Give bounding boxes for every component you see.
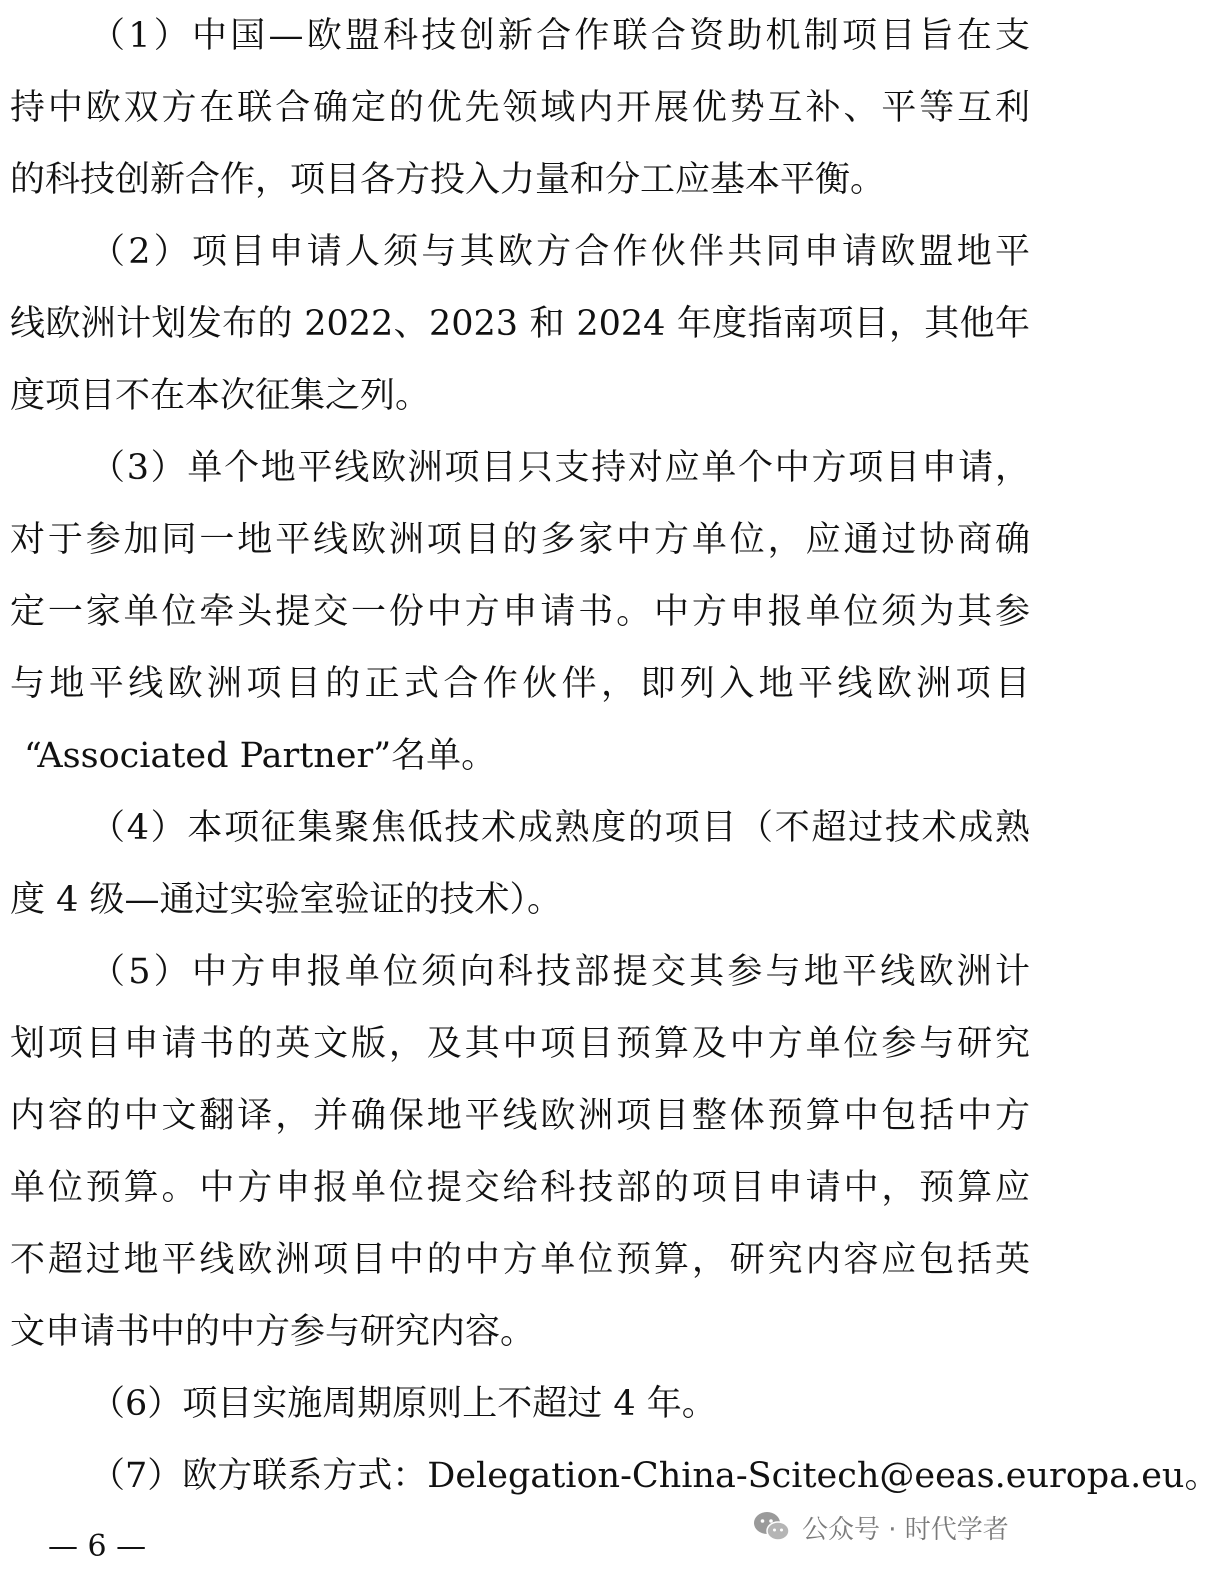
- paragraph-3-line-5: “Associated Partner”名单。: [24, 736, 497, 776]
- watermark: [752, 1505, 1009, 1549]
- paragraph-1-line-2: 持中欧双方在联合确定的优先领域内开展优势互补、平等互利: [10, 88, 1030, 128]
- paragraph-5-line-6: 文申请书中的中方参与研究内容。: [10, 1312, 536, 1352]
- paragraph-4-line-1: （4）本项征集聚焦低技术成熟度的项目（不超过技术成熟: [90, 808, 1030, 848]
- paragraph-2-line-3: 度项目不在本次征集之列。: [10, 376, 431, 416]
- paragraph-3-line-2: 对于参加同一地平线欧洲项目的多家中方单位，应通过协商确: [10, 520, 1030, 560]
- wechat-icon: [752, 1510, 792, 1544]
- paragraph-5-line-2: 划项目申请书的英文版，及其中项目预算及中方单位参与研究: [10, 1024, 1030, 1064]
- paragraph-6-line-1: （6）项目实施周期原则上不超过 4 年。: [90, 1384, 717, 1424]
- paragraph-3-line-1: （3）单个地平线欧洲项目只支持对应单个中方项目申请，: [90, 448, 1030, 488]
- paragraph-5-line-3: 内容的中文翻译，并确保地平线欧洲项目整体预算中包括中方: [10, 1096, 1030, 1136]
- paragraph-4-line-2: 度 4 级—通过实验室验证的技术）。: [10, 880, 563, 920]
- paragraph-2-line-2: 线欧洲计划发布的 2022、2023 和 2024 年度指南项目，其他年: [10, 304, 1030, 344]
- paragraph-1-line-1: （1）中国—欧盟科技创新合作联合资助机制项目旨在支: [90, 16, 1030, 56]
- paragraph-5-line-4: 单位预算。中方申报单位提交给科技部的项目申请中，预算应: [10, 1168, 1030, 1208]
- paragraph-7-line-1: （7）欧方联系方式：Delegation-China-Scitech@eeas.europa.eu。: [90, 1456, 1219, 1496]
- page-number: — 6 —: [48, 1529, 147, 1564]
- paragraph-3-line-4: 与地平线欧洲项目的正式合作伙伴，即列入地平线欧洲项目: [10, 664, 1030, 704]
- paragraph-2-line-1: （2）项目申请人须与其欧方合作伙伴共同申请欧盟地平: [90, 232, 1030, 272]
- paragraph-5-line-5: 不超过地平线欧洲项目中的中方单位预算，研究内容应包括英: [10, 1240, 1030, 1280]
- paragraph-1-line-3: 的科技创新合作，项目各方投入力量和分工应基本平衡。: [10, 160, 886, 200]
- paragraph-5-line-1: （5）中方申报单位须向科技部提交其参与地平线欧洲计: [90, 952, 1030, 992]
- paragraph-3-line-3: 定一家单位牵头提交一份中方申请书。中方申报单位须为其参: [10, 592, 1030, 632]
- watermark-text: 公众号 · 时代学者: [802, 1514, 1009, 1545]
